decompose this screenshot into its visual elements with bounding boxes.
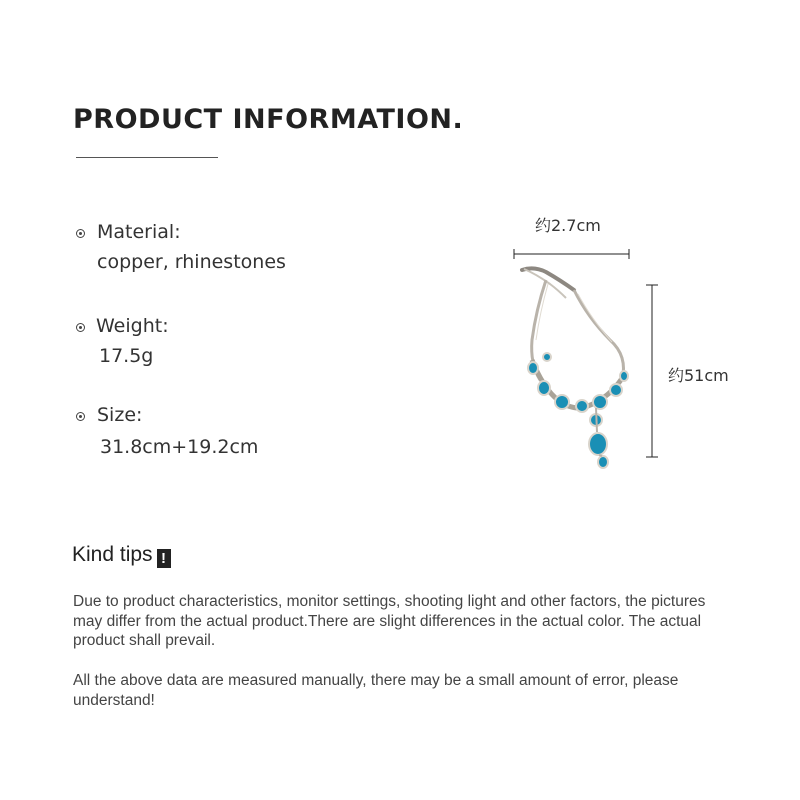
measurement-note: All the above data are measured manually, there may be a small amount of error, please understand! [73, 672, 679, 709]
disclaimer-paragraph: Due to product characteristics, monitor settings, shooting light and other factors, the pictures may differ from the actual product.There are slight differences in the actual color. The actual product shall prevail. [73, 593, 706, 649]
spec-value: 17.5g [99, 345, 154, 367]
width-dimension-line [514, 249, 629, 259]
bullet-icon [76, 229, 85, 238]
bullet-icon [76, 323, 85, 332]
kind-tips-heading [72, 543, 171, 568]
length-dimension-line [646, 285, 658, 457]
bullet-icon [76, 412, 85, 421]
width-dimension-label: 约2.7cm [535, 216, 601, 235]
spec-value: copper, rhinestones [97, 251, 286, 273]
necklace-icon [522, 268, 628, 468]
spec-label: Size: [97, 404, 143, 426]
title-underline [76, 157, 218, 158]
product-image [500, 240, 670, 480]
spec-label: Weight: [96, 315, 169, 337]
length-dimension-label: 约51cm [668, 366, 729, 385]
spec-label: Material: [97, 221, 181, 243]
spec-value: 31.8cm+19.2cm [100, 436, 259, 458]
kind-tips-title: Kind tips [72, 543, 153, 566]
alert-icon: ! [157, 549, 171, 568]
page-title: PRODUCT INFORMATION. [73, 104, 464, 135]
